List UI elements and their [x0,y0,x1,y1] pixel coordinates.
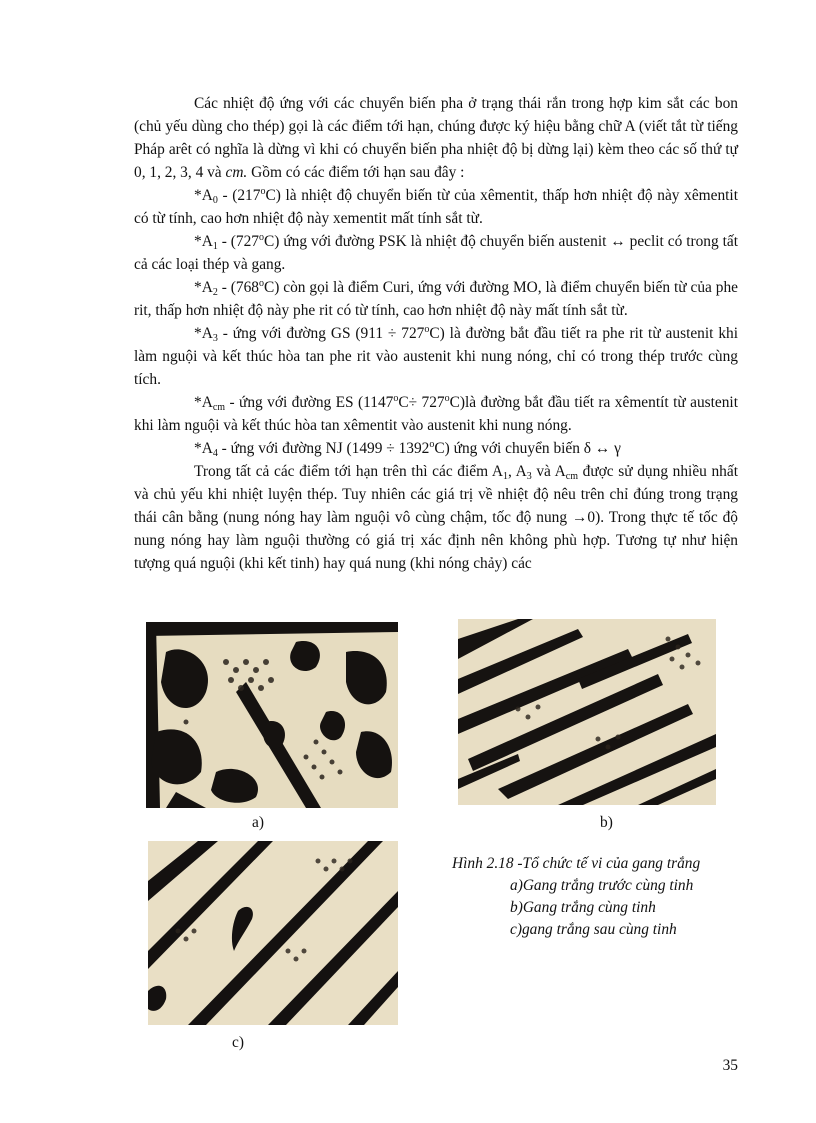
micrograph-b [458,619,716,805]
micrograph-a-image [146,622,398,808]
micrograph-c [148,841,398,1025]
paragraph-a0: $*A_0 - (217^oC)$ là nhiệt độ chuyển biến từ của xêmentit, thấp hơn nhiệt độ này xêmentit có từ tính, cao hơn nhiệt độ này xementit mất tính sắt từ. [134,186,738,227]
micrograph-a [146,622,398,808]
micrograph-c-image [148,841,398,1025]
caption-item: b)Gang trắng cùng tinh [510,899,656,916]
paragraph-final: Trong tất cả các điểm tới hạn trên thì các điểm $A_1$, $A_3$ và $A_{cm}$ được sử dụng nhiều nhất và chủ yếu khi nhiệt luyện thép. Tuy nhiên các giá trị về nhiệt độ nêu trên chỉ đúng trong trạng thái cân bằng (nung nóng hay làm nguội vô cùng chậm, tốc độ nung →0). Trong thực tế tốc độ nung nóng hay làm nguội thường có giá trị xác định nên không phù hợp. Tương tự như hiện tượng quá nguội (khi kết tinh) hay quá nung (khi nóng chảy) các [134,463,738,572]
label-b: b) [600,814,613,831]
figure-caption [452,853,742,941]
paragraph-acm: $*A_{cm}$ - ứng với đường ES ($1147^oC\div$ $727^oC)là$ đường bắt đầu tiết ra xêmentít từ austenit khi làm nguội và kết thúc hòa tan xêmentit vào austenit khi nung nóng. [134,393,738,434]
paragraph-a1: $*A_1 - (727^oC)$ ứng với đường PSK là nhiệt độ chuyển biến austenit ↔ peclit có trong tất cả các loại thép và gang. [134,232,738,273]
paragraph-a4: $*A_4$ - ứng với đường NJ $(1499 \div 1392^oC)$ ứng với chuyển biến δ ↔ γ [194,439,621,459]
label-a: a) [252,814,264,831]
caption-title: Hình 2.18 -Tổ chức tế vi của gang trắng [452,855,701,872]
caption-item: c)gang trắng sau cùng tinh [510,921,677,938]
paragraph-a2: $*A_2 - (768^oC)$ còn gọi là điểm Curi, ứng với đường MO, là điểm chuyển biến từ của phe rit, thấp hơn nhiệt độ này phe rit có từ tính, cao hơn nhiệt độ này mất tính sắt từ. [134,278,738,319]
caption-items [452,875,742,941]
label-c: c) [232,1034,244,1051]
body-text [134,92,738,575]
caption-item: a)Gang trắng trước cùng tinh [510,877,694,894]
paragraph-intro: Các nhiệt độ ứng với các chuyển biến pha ở trạng thái rắn trong hợp kim sắt các bon (chủ yếu dùng cho thép) gọi là các điểm tới hạn, chúng được ký hiệu bằng chữ A (viết tắt từ tiếng Pháp arêt có nghĩa là dừng vì khi có chuyển biến pha nhiệt độ bị dừng lại) kèm theo các số thứ tự 0, 1, 2, 3, 4 và cm. Gồm có các điểm tới hạn sau đây : [134,95,738,181]
page-number: 35 [722,1057,738,1074]
paragraph-a3: $*A_3$ - ứng với đường GS $(911 \div 727^oC)$ là đường bắt đầu tiết ra phe rit từ austenit khi làm nguội và kết thúc hòa tan phe rit vào austenit khi nung nóng, chỉ có trong thép trước cùng tích. [134,324,738,388]
micrograph-b-image [458,619,716,805]
